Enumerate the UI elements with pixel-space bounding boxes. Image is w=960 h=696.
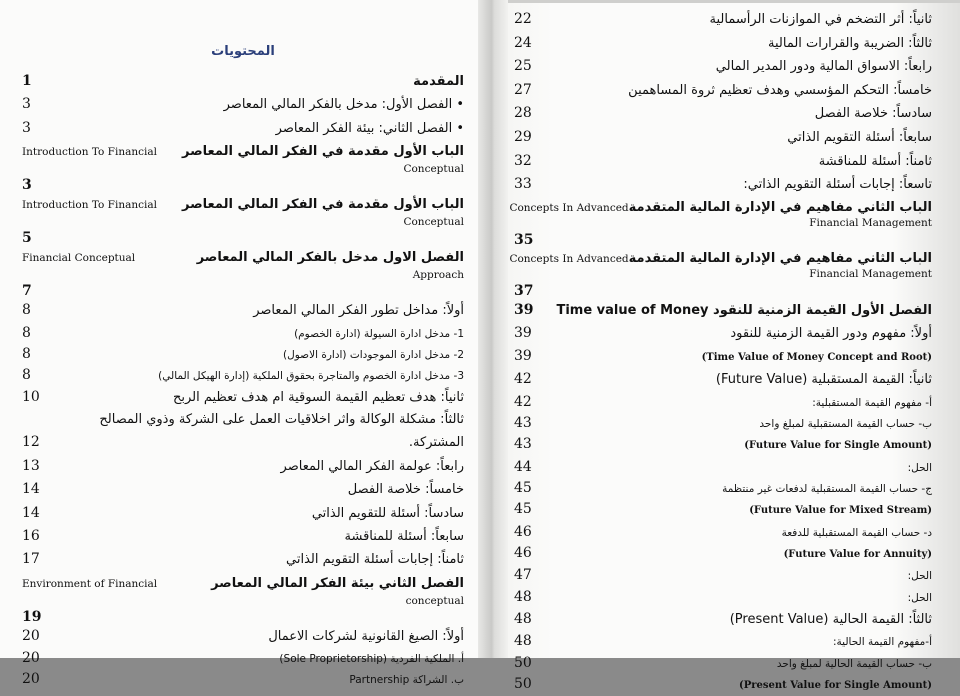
toc-entry [22,299,464,322]
page-number: 37 [514,282,534,299]
entry-title: • الفصل الثاني: بيئة الفكر المعاصر [275,120,464,136]
toc-entry [514,653,932,674]
toc-entry [514,631,932,652]
toc-section-heading [509,250,932,299]
toc-entry [22,70,464,93]
section-title-english: Financial Conceptual [22,252,136,265]
toc-entry [22,669,464,690]
toc-section-heading [509,199,932,248]
toc-entry [22,409,464,431]
section-title-english-cont: Financial Management [809,217,932,230]
left-page [0,0,478,688]
page-number: 43 [514,415,532,432]
page-number: 16 [22,528,40,545]
page-top-edge [508,0,960,3]
entry-title: • الفصل الأول: مدخل بالفكر المالي المعاصر [223,97,464,113]
toc-entry [22,386,464,409]
entry-title: الحل: [907,461,932,474]
entry-title: ثالثاً: مشكلة الوكالة واثر اخلاقيات العمل على الشركة وذوي المصالح [99,412,464,428]
toc-entry [22,478,464,501]
page-number: 48 [514,588,532,605]
page-number: 8 [22,366,31,383]
section-title-english-cont: Conceptual [403,216,464,229]
page-number: 7 [22,283,32,300]
page-number: 39 [514,325,532,342]
toc-entry [22,344,464,365]
toc-entry [22,625,464,648]
toc-entry [514,392,932,413]
page-number: 45 [514,480,532,497]
entry-title: (Time Value of Money Concept and Root) [701,351,932,363]
toc-entry [22,93,464,116]
page-number: 14 [22,504,40,521]
toc-entry [514,150,932,174]
entry-title: ب. الشراكة Partnership [349,674,464,687]
toc-entry [514,322,932,346]
entry-title: الحل: [907,570,932,583]
toc-entry [514,499,932,521]
toc-entry [514,674,932,696]
entry-title: (Present Value for Single Amount) [738,679,932,691]
toc-entry [514,32,932,56]
page-number: 3 [22,177,32,194]
entry-title: سابعاً: أسئلة التقويم الذاتي [787,129,932,145]
page-number: 17 [22,551,40,568]
right-page [508,0,960,692]
entry-title: المشتركة. [408,435,464,451]
section-title-english: Concepts In Advanced [509,252,629,265]
toc-entry [514,608,932,632]
section-title-english-cont: conceptual [405,594,464,607]
page-number: 28 [514,105,532,122]
section-title-arabic: الباب الأول مقدمة في الفكر المالي المعاصر [182,144,464,160]
section-title-english: Introduction To Financial [22,199,157,212]
page-number: 8 [22,302,31,319]
page-number: 12 [22,434,40,451]
entry-title: سادساً: أسئلة للتقويم الذاتي [311,505,464,521]
toc-section-heading [22,196,464,246]
section-title-arabic: الفصل الاول مدخل بالفكر المالي المعاصر [196,250,464,266]
entry-title: ج- حساب القيمة المستقبلية لدفعات غير منتظمة [722,483,932,496]
page-number: 39 [514,301,534,318]
page-number: 10 [22,388,40,405]
entry-title: تاسعاً: إجابات أسئلة التقويم الذاتي: [743,177,932,193]
entry-title: أولاً: الصيغ القانونية لشركات الاعمال [268,628,464,644]
page-number: 14 [22,481,40,498]
page-number: 22 [514,11,532,27]
page-number: 48 [514,633,532,650]
entry-title: ثامناً: أسئلة للمناقشة [818,153,932,169]
entry-title: أ. الملكية الفردية (Sole Proprietorship) [279,653,464,666]
toc-entry [514,565,932,586]
section-title-english: Environment of Financial [22,577,158,590]
toc-entry [22,365,464,386]
page-number: 35 [514,231,534,248]
toc-entry [22,502,464,525]
toc-entry [514,173,932,197]
entry-title: ب- حساب القيمة المستقبلية لمبلغ واحد [759,418,932,431]
entry-title: 2- مدخل ادارة الموجودات (ادارة الاصول) [283,348,464,361]
toc-entry [514,368,932,392]
page-number: 45 [514,501,532,518]
page-number: 44 [514,458,532,475]
page-number: 5 [22,230,32,247]
page-number: 47 [514,567,532,584]
toc-entry [514,478,932,499]
page-number: 50 [514,675,532,692]
toc-entry [514,79,932,103]
entry-title: ثالثاً: الضريبة والقرارات المالية [768,35,932,51]
section-title-arabic: الفصل الثاني بيئة الفكر المالي المعاصر [211,575,464,591]
entry-title: أ-مفهوم القيمة الحالية: [832,636,932,649]
toc-entry [514,413,932,434]
page-number: 3 [22,119,31,136]
toc-entry [514,8,932,32]
entry-title: د- حساب القيمة المستقبلية للدفعة [781,526,932,539]
section-title-english: Introduction To Financial [22,146,157,159]
toc-entry [22,548,464,571]
toc-section-heading [22,249,464,299]
entry-title: أولاً: مفهوم ودور القيمة الزمنية للنقود [730,326,932,342]
toc-entry [514,522,932,543]
entry-title: الحل: [907,591,932,604]
page-number: 42 [514,393,532,410]
entry-title: المقدمة [413,74,464,89]
entry-title: ب- حساب القيمة الحالية لمبلغ واحد [776,657,932,670]
toc-entry [22,525,464,548]
entry-title: ثانياً: أثر التضخم في الموازنات الرأسمالية [709,12,932,27]
section-title-english-cont: Approach [412,269,464,282]
page-number: 25 [514,58,532,75]
toc-entry [514,126,932,150]
toc-entry [514,543,932,565]
toc-entry [22,117,464,140]
section-title-arabic: الباب الثاني مفاهيم في الإدارة المالية المتقدمة [628,250,932,266]
entry-title: (Future Value for Annuity) [783,548,932,560]
toc-entry [22,323,464,344]
page-number: 19 [22,608,42,625]
page-number: 20 [22,627,40,644]
entry-title: ثالثاً: القيمة الحالية (Present Value) [729,611,932,627]
page-number: 42 [514,371,532,388]
toc-entry [22,648,464,669]
page-number: 46 [514,544,532,561]
page-number: 48 [514,610,532,627]
page-number: 20 [22,671,40,688]
section-title-english: Concepts In Advanced [509,201,629,214]
entry-title: ثانياً: هدف تعظيم القيمة السوقية ام هدف تعظيم الربح [172,389,464,405]
section-title-arabic: الباب الثاني مفاهيم في الإدارة المالية المتقدمة [628,199,932,215]
toc-list-right [509,8,932,696]
entry-title: أولاً: مداخل تطور الفكر المالي المعاصر [253,303,464,319]
page-number: 27 [514,81,532,98]
entry-title: 3- مدخل ادارة الخصوم والمتاجرة بحقوق الملكية (إدارة الهيكل المالي) [158,369,464,382]
page-number: 8 [22,324,31,341]
entry-title: أ- مفهوم القيمة المستقبلية: [812,396,932,409]
toc-entry [514,299,932,323]
entry-title: ثانياً: القيمة المستقبلية (Future Value) [715,372,932,388]
toc-entry [514,434,932,456]
entry-title: (Future Value for Single Amount) [744,440,932,452]
page-number: 1 [22,73,32,89]
toc-entry [514,587,932,608]
section-title-english-cont: Conceptual [403,163,464,176]
page-number: 3 [22,96,31,113]
toc-entry [514,346,932,368]
entry-title: رابعاً: عولمة الفكر المالي المعاصر [280,458,464,474]
toc-entry [22,455,464,478]
entry-title: سابعاً: أسئلة للمناقشة [344,529,464,545]
toc-list-left [22,70,464,690]
toc-title: المحتويات [211,44,275,59]
page-number: 43 [514,436,532,453]
page-number: 29 [514,128,532,145]
section-title-arabic: الباب الأول مقدمة في الفكر المالي المعاصر [182,197,464,213]
page-number: 32 [514,152,532,169]
page-number: 8 [22,345,31,362]
page-number: 39 [514,347,532,364]
toc-entry [514,55,932,79]
page-number: 33 [514,176,532,193]
toc-section-heading [22,575,464,625]
page-number: 50 [514,654,532,671]
entry-title: ثامناً: إجابات أسئلة التقويم الذاتي [286,552,464,568]
toc-entry [514,457,932,478]
entry-title: (Future Value for Mixed Stream) [749,505,932,517]
page-number: 46 [514,523,532,540]
entry-title: الفصل الأول القيمة الزمنية للنقود Time value of Money [556,302,932,318]
entry-title: 1- مدخل ادارة السيولة (ادارة الخصوم) [294,327,464,340]
toc-entry [514,102,932,126]
section-title-english-cont: Financial Management [809,268,932,281]
book-gutter [478,0,508,658]
entry-title: سادساً: خلاصة الفصل [814,106,932,122]
page-number: 24 [514,34,532,51]
entry-title: خامساً: التحكم المؤسسي وهدف تعظيم ثروة المساهمين [628,82,932,98]
toc-section-heading [22,143,464,193]
page-number: 20 [22,650,40,667]
toc-entry [22,431,464,454]
entry-title: خامساً: خلاصة الفصل [347,482,464,498]
entry-title: رابعاً: الاسواق المالية ودور المدير المالي [715,59,932,75]
page-number: 13 [22,457,40,474]
